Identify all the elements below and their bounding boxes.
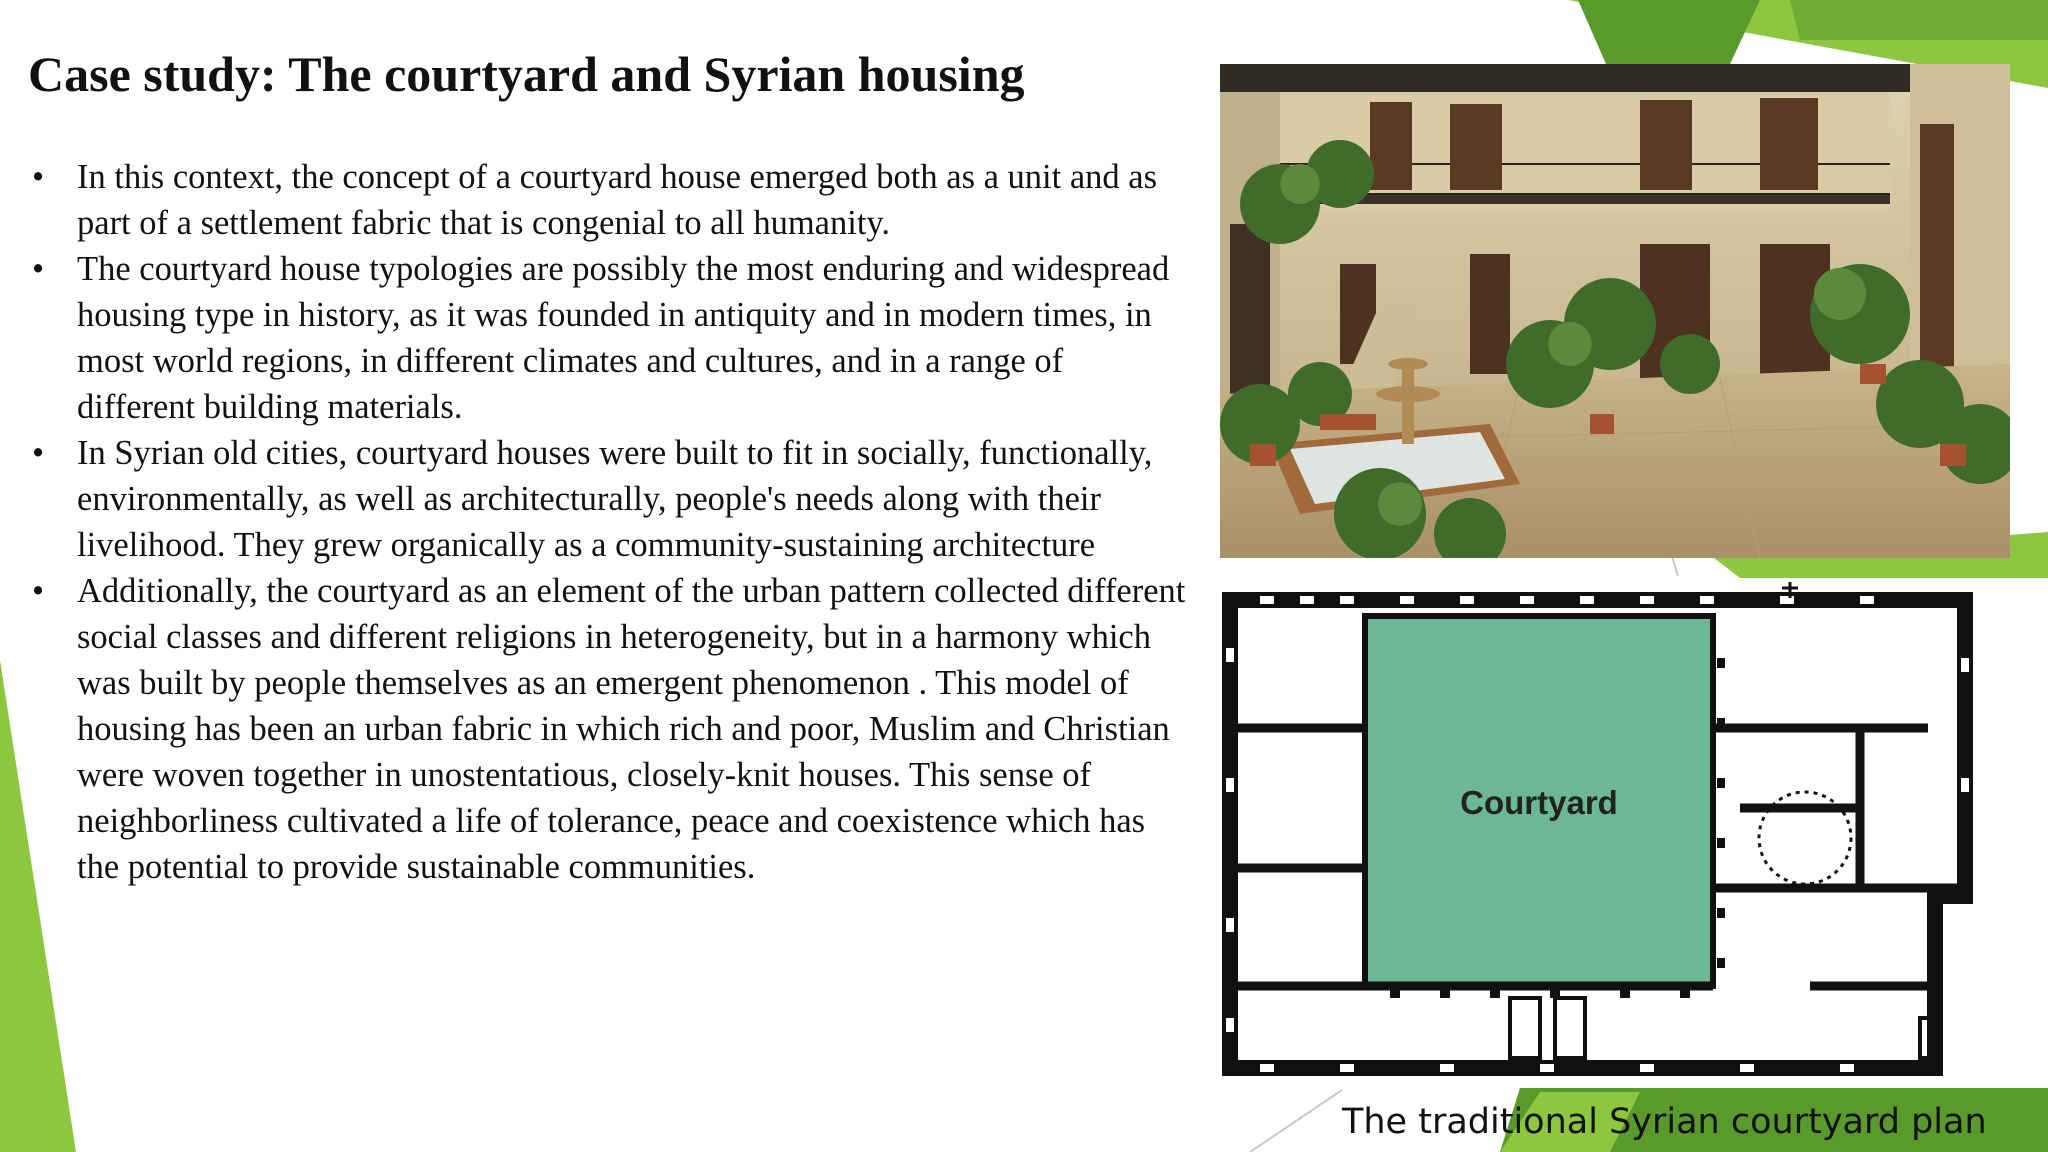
bullet-item bbox=[28, 246, 1188, 430]
plan-caption: The traditional Syrian courtyard plan bbox=[1342, 1102, 1987, 1142]
bullet-item bbox=[28, 154, 1188, 246]
bullet-text: Additionally, the courtyard as an element of the urban pattern collected different social classes and different religions in heterogeneity, but in a harmony which was built by people themselves as an emergent phenomenon . This model of housing has been an urban fabric in which rich and poor, Muslim and Christian were woven together in unostentatious, closely-knit houses. This sense of neighborliness cultivated a life of tolerance, peace and coexistence which has the potential to provide sustainable communities. bbox=[77, 572, 1186, 886]
bullet-item bbox=[28, 568, 1188, 890]
bullet-text: The courtyard house typologies are possibly the most enduring and widespread housing type in history, as it was founded in antiquity and in modern times, in most world regions, in different climates and cultures, and in a range of different building materials. bbox=[77, 250, 1170, 426]
bullet-item bbox=[28, 430, 1188, 568]
courtyard-photo-illustration bbox=[1220, 64, 2010, 558]
bullet-marker: • bbox=[32, 572, 45, 610]
bullet-text: In Syrian old cities, courtyard houses were built to fit in socially, functionally, environmentally, as well as architecturally, people's needs along with their livelihood. They grew organically as a community-sustaining architecture bbox=[77, 434, 1153, 564]
bullet-marker: • bbox=[32, 158, 45, 196]
courtyard-plan bbox=[1220, 578, 2008, 1088]
courtyard-photo bbox=[1220, 64, 2010, 558]
top-right-dark-shape bbox=[1578, 0, 1760, 64]
thin-diagonal-line bbox=[1250, 1090, 1342, 1152]
courtyard-plan-drawing bbox=[1220, 578, 2008, 1088]
thin-line-2 bbox=[1672, 556, 1678, 576]
slide-title: Case study: The courtyard and Syrian housing bbox=[28, 46, 1025, 102]
bullet-text: In this context, the concept of a courtyard house emerged both as a unit and as part of a settlement fabric that is congenial to all humanity. bbox=[77, 158, 1158, 242]
bullet-marker: • bbox=[32, 434, 45, 472]
courtyard-label: Courtyard bbox=[1460, 784, 1618, 821]
bullet-marker: • bbox=[32, 250, 45, 288]
bullet-list bbox=[28, 154, 1188, 890]
top-right-band bbox=[1790, 0, 2048, 40]
